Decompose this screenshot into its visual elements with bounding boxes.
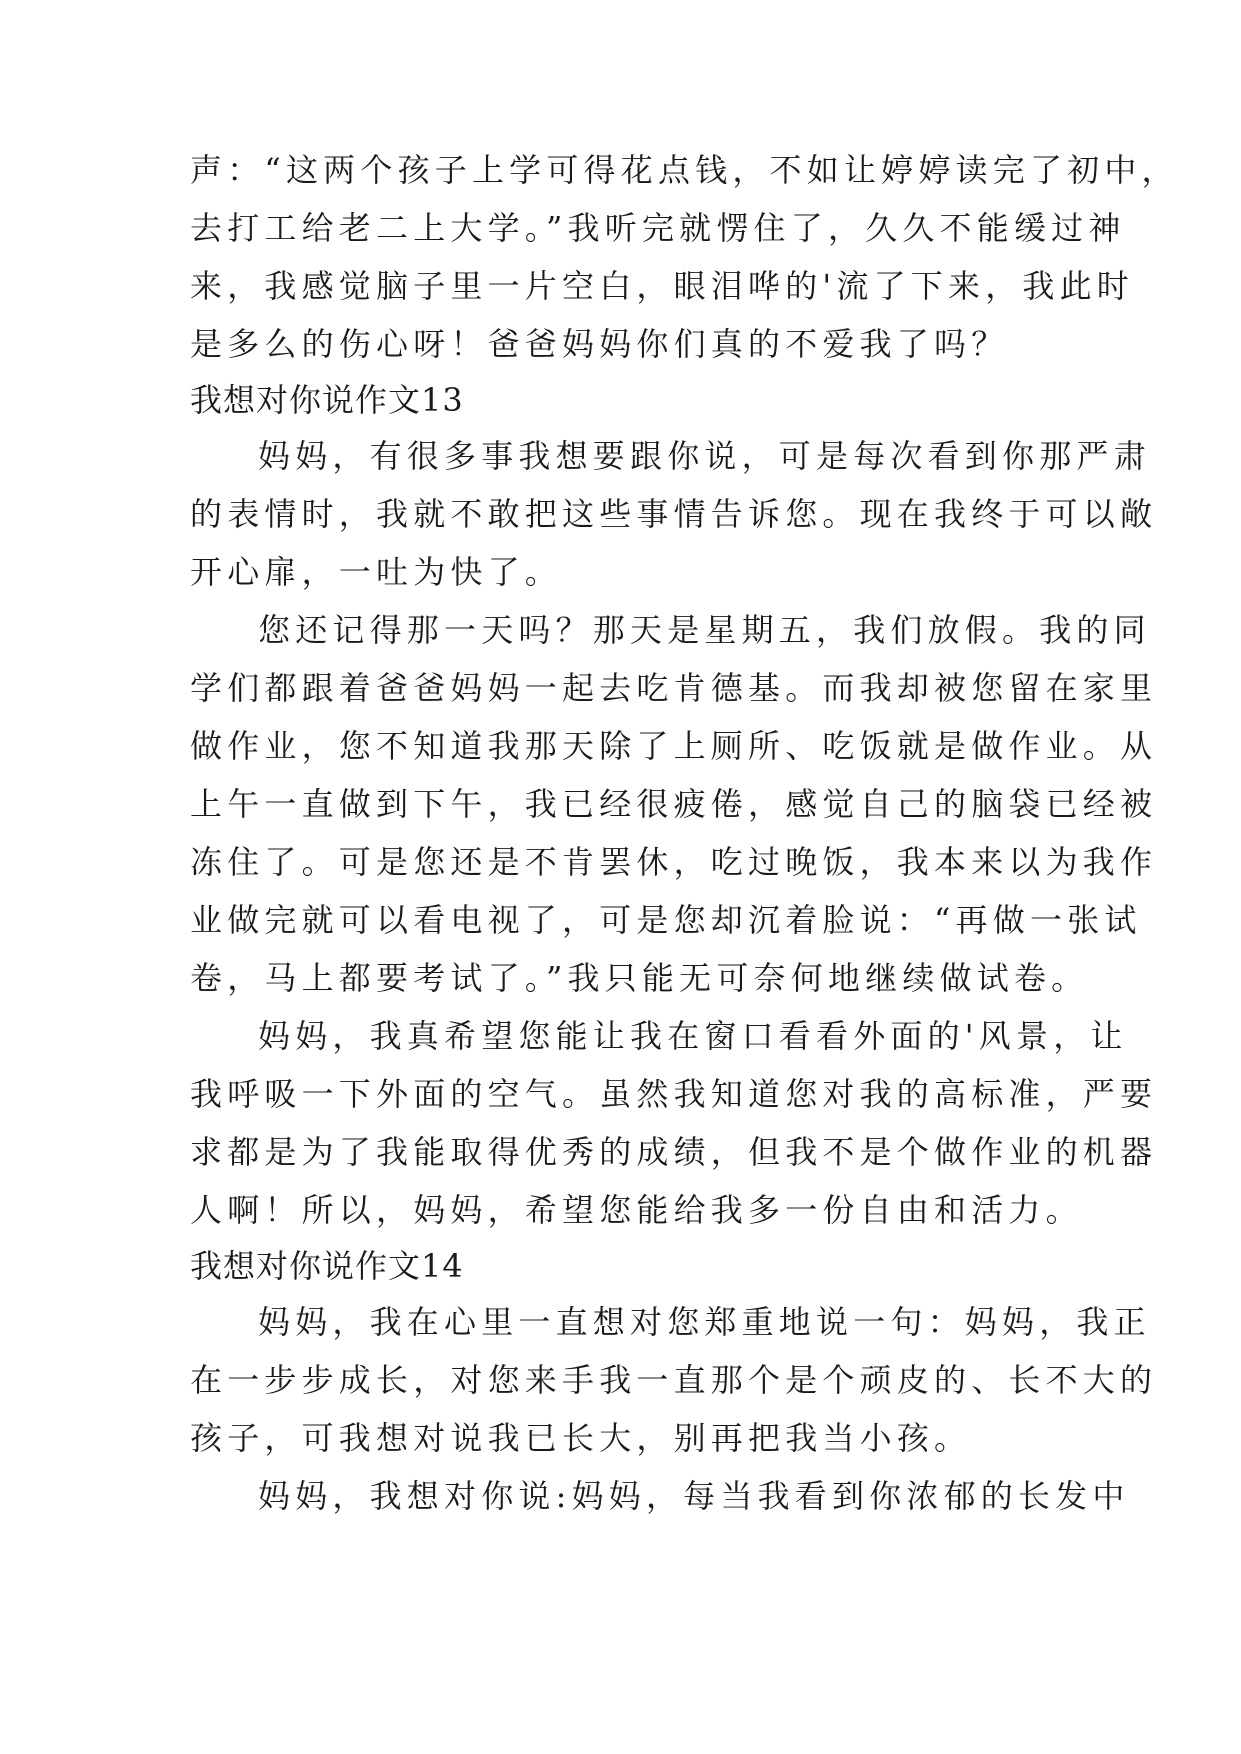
paragraph-line: 上午一直做到下午，我已经很疲倦，感觉自己的脑袋已经被 [190,785,1158,823]
paragraph-first-line: 妈妈，我想对你说:妈妈，每当我看到你浓郁的长发中 [258,1477,1130,1515]
paragraph-line: 来，我感觉脑子里一片空白，眼泪哗的'流了下来，我此时 [190,267,1134,305]
paragraph-line: 人啊！所以，妈妈，希望您能给我多一份自由和活力。 [190,1191,1083,1229]
paragraph-first-line: 妈妈，我在心里一直想对您郑重地说一句：妈妈，我正 [258,1303,1151,1341]
paragraph-line: 做作业，您不知道我那天除了上厕所、吃饭就是做作业。从 [190,727,1158,765]
paragraph-line: 开心扉，一吐为快了。 [190,553,563,591]
paragraph-line: 业做完就可以看电视了，可是您却沉着脸说：“再做一张试 [190,901,1142,939]
paragraph-line: 孩子，可我想对说我已长大，别再把我当小孩。 [190,1419,972,1457]
paragraph-line: 学们都跟着爸爸妈妈一起去吃肯德基。而我却被您留在家里 [190,669,1158,707]
paragraph-line: 求都是为了我能取得优秀的成绩，但我不是个做作业的机器 [190,1133,1158,1171]
paragraph-line: 声：“这两个孩子上学可得花点钱，不如让婷婷读完了初中， [190,151,1179,189]
section-heading: 我想对你说作文13 [190,381,464,419]
paragraph-line: 的表情时，我就不敢把这些事情告诉您。现在我终于可以敞 [190,495,1158,533]
paragraph-line: 在一步步成长，对您来手我一直那个是个顽皮的、长不大的 [190,1361,1158,1399]
paragraph-line: 是多么的伤心呀！爸爸妈妈你们真的不爱我了吗？ [190,325,1009,363]
paragraph-first-line: 您还记得那一天吗？那天是星期五，我们放假。我的同 [258,611,1151,649]
paragraph-line: 冻住了。可是您还是不肯罢休，吃过晚饭，我本来以为我作 [190,843,1158,881]
paragraph-line: 我呼吸一下外面的空气。虽然我知道您对我的高标准，严要 [190,1075,1158,1113]
paragraph-line: 去打工给老二上大学。”我听完就愣住了，久久不能缓过神 [190,209,1126,247]
paragraph-first-line: 妈妈，有很多事我想要跟你说，可是每次看到你那严肃 [258,437,1151,475]
paragraph-first-line: 妈妈，我真希望您能让我在窗口看看外面的'风景，让 [258,1017,1128,1055]
section-heading: 我想对你说作文14 [190,1247,464,1285]
paragraph-line: 卷，马上都要考试了。”我只能无可奈何地继续做试卷。 [190,959,1089,997]
